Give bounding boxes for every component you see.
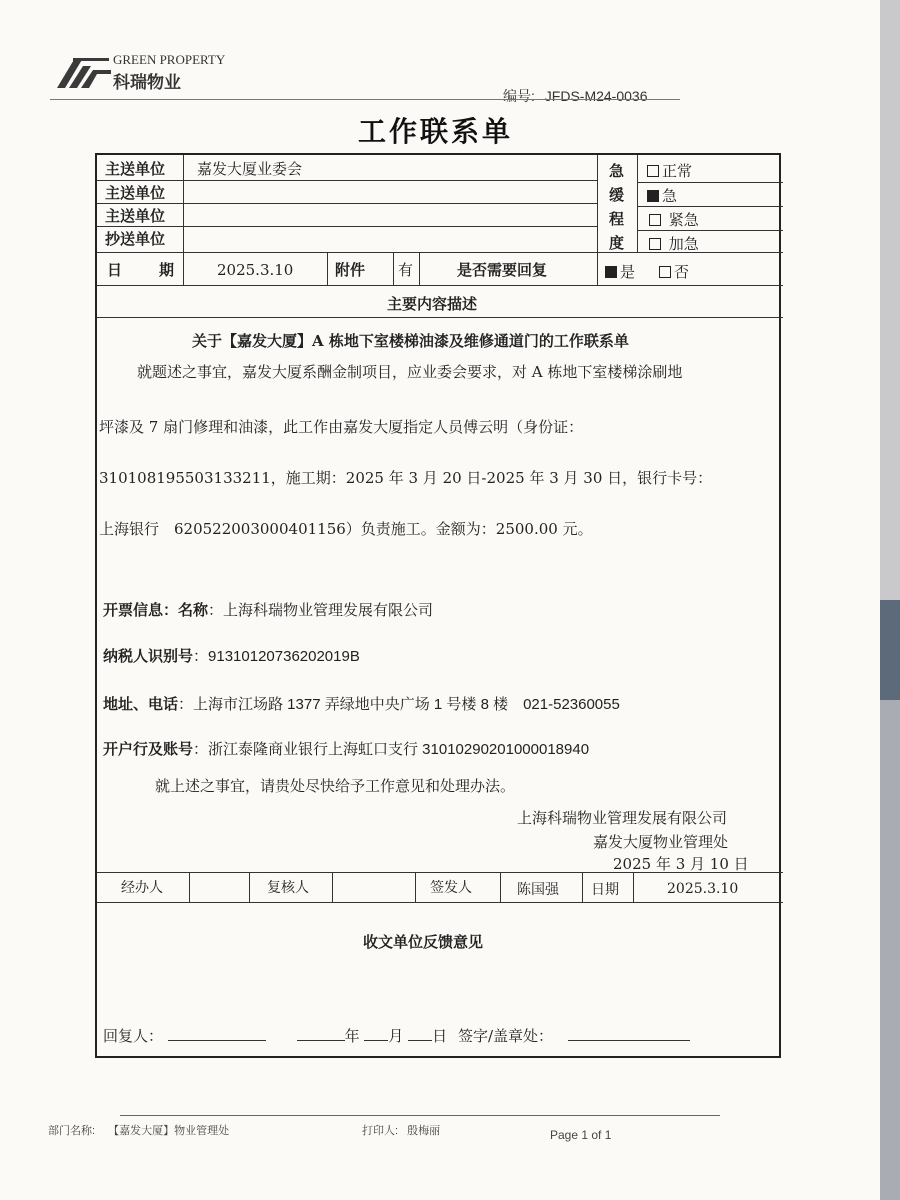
printer-value: 殷梅丽 bbox=[407, 1125, 441, 1137]
recipient-label: 抄送单位 bbox=[105, 230, 166, 248]
bank-line bbox=[103, 738, 589, 759]
day-field[interactable] bbox=[408, 1026, 432, 1041]
address-label: 地址、电话 bbox=[103, 696, 179, 713]
doc-no-label: 编号: bbox=[503, 88, 535, 104]
body-line: 上海银行 6205220030004011​56）负责施工。金额为：2500.00 元。 bbox=[99, 520, 593, 538]
checkbox-checked-icon bbox=[605, 266, 617, 278]
signature-date: 2025 年 3 月 10 日 bbox=[613, 855, 749, 873]
invoice-name: ：上海科瑞物业管理发展有限公司 bbox=[208, 602, 434, 619]
date-label-1: 日 bbox=[107, 261, 123, 279]
background-surface bbox=[880, 700, 900, 1200]
row-divider bbox=[97, 203, 597, 204]
page-title: 工作联系单 bbox=[358, 115, 514, 148]
bank-label: 开户行及账号 bbox=[103, 741, 194, 758]
reply-person-field[interactable] bbox=[168, 1026, 266, 1041]
dept-value: 【嘉发大厦】物业管理处 bbox=[108, 1125, 230, 1137]
col-divider bbox=[582, 872, 583, 902]
day-label: 日 bbox=[432, 1027, 448, 1045]
reply-needed-label: 是否需要回复 bbox=[457, 261, 548, 279]
footer-divider bbox=[120, 1115, 720, 1116]
col-divider bbox=[189, 872, 190, 902]
handler-label: 经办人 bbox=[121, 880, 163, 896]
address-line bbox=[103, 693, 620, 714]
urgency-label-char: 缓 bbox=[609, 186, 625, 204]
urgency-option-very-urgent[interactable]: 紧急 bbox=[649, 209, 699, 230]
background-edge bbox=[880, 0, 900, 1200]
month-field[interactable] bbox=[364, 1026, 388, 1041]
row-divider bbox=[97, 902, 783, 903]
col-divider bbox=[249, 872, 250, 902]
row-divider bbox=[637, 182, 783, 183]
signature-company: 上海科瑞物业管理发展有限公司 bbox=[517, 809, 728, 827]
issuer-label: 签发人 bbox=[430, 880, 472, 896]
col-divider bbox=[332, 872, 333, 902]
feedback-title: 收文单位反馈意见 bbox=[363, 933, 484, 951]
date-label-2: 期 bbox=[159, 261, 175, 279]
checkbox-icon bbox=[659, 266, 671, 278]
recipient-label: 主送单位 bbox=[105, 184, 166, 202]
reviewer-label: 复核人 bbox=[267, 880, 309, 896]
col-divider bbox=[393, 252, 394, 285]
printer-label: 打印人: bbox=[362, 1125, 399, 1137]
footer-printer bbox=[362, 1122, 440, 1138]
tax-id-label: 纳税人识别号 bbox=[103, 648, 194, 665]
checkbox-icon bbox=[647, 165, 659, 177]
document-number bbox=[503, 86, 647, 106]
body-line: 310108195503133211，施工期：2025 年 3 月 20 日-2025 年 3 月 30 日，银行卡号： bbox=[99, 469, 713, 487]
recipient-label: 主送单位 bbox=[105, 160, 166, 178]
section-title: 主要内容描述 bbox=[387, 295, 478, 313]
recipient-value: 嘉发大厦业委会 bbox=[197, 160, 303, 178]
col-divider bbox=[183, 155, 184, 285]
attachment-value: 有 bbox=[398, 261, 414, 279]
feedback-reply-row bbox=[103, 1025, 690, 1046]
subject-line: 关于【嘉发大厦】A 栋地下室楼梯油漆及维修通道门的工作联系单 bbox=[192, 332, 629, 350]
reply-no-option[interactable]: 否 bbox=[659, 261, 689, 282]
col-divider bbox=[633, 872, 634, 902]
col-divider bbox=[500, 872, 501, 902]
bank-value: ：浙江泰隆商业银行上海虹口支行 3101029020100001894​0 bbox=[193, 741, 590, 758]
issuer-value: 陈国强 bbox=[517, 882, 559, 898]
month-label: 月 bbox=[388, 1027, 404, 1045]
dept-label: 部门名称: bbox=[48, 1125, 96, 1137]
recipient-label: 主送单位 bbox=[105, 207, 166, 225]
approval-date-label: 日期 bbox=[591, 882, 619, 898]
urgency-label-char: 急 bbox=[609, 162, 625, 180]
reply-yes-option[interactable]: 是 bbox=[605, 261, 635, 282]
urgency-option-normal[interactable]: 正常 bbox=[647, 160, 692, 181]
logo-mark-icon bbox=[55, 52, 111, 90]
urgency-option-urgent[interactable]: 急 bbox=[647, 185, 677, 206]
date-value: 2025.3.10 bbox=[217, 261, 294, 279]
checkbox-icon bbox=[649, 214, 661, 226]
col-divider bbox=[597, 252, 598, 285]
col-divider bbox=[597, 155, 598, 252]
footer-department bbox=[48, 1122, 229, 1138]
tax-id-value: ：91310120736202019B bbox=[193, 648, 360, 665]
closing-line: 就上述之事宜，请贵处尽快给予工作意见和处理办法。 bbox=[155, 777, 516, 795]
row-divider bbox=[637, 230, 783, 231]
doc-no-value: JFDS-M24-0036 bbox=[544, 88, 648, 104]
reply-person-label: 回复人： bbox=[103, 1027, 164, 1045]
sign-field[interactable] bbox=[568, 1026, 690, 1041]
row-divider bbox=[637, 206, 783, 207]
logo-english: GREEN PROPERTY bbox=[113, 52, 226, 67]
checkbox-icon bbox=[649, 238, 661, 250]
row-divider bbox=[97, 226, 597, 227]
col-divider bbox=[327, 252, 328, 285]
body-line: 坪漆及 7 扇门修理和油漆，此工作由嘉发大厦指定人员傅云明（身份证： bbox=[99, 418, 584, 436]
urgency-label-char: 程 bbox=[609, 210, 625, 228]
urgency-option-rush[interactable]: 加急 bbox=[649, 233, 699, 254]
company-logo bbox=[55, 50, 235, 95]
attachment-label: 附件 bbox=[335, 261, 366, 279]
page-number: Page 1 of 1 bbox=[550, 1128, 612, 1142]
logo-chinese: 科瑞物业 bbox=[113, 73, 181, 93]
col-divider bbox=[419, 252, 420, 285]
header-divider bbox=[50, 99, 680, 100]
tax-id-line bbox=[103, 645, 360, 666]
address-value: ：上海市江场路 1377 弄绿地中央广场 1 号楼 8 楼 021-52360055 bbox=[178, 696, 620, 713]
body-line: 就题述之事宜，嘉发大厦系酬金制项目，应业委会要求，对 A 栋地下室楼梯涂刷地 bbox=[137, 363, 683, 381]
approval-date-value: 2025.3.10 bbox=[667, 881, 739, 897]
year-label: 年 bbox=[344, 1027, 360, 1045]
signature-department: 嘉发大厦物业管理处 bbox=[593, 833, 729, 851]
col-divider bbox=[415, 872, 416, 902]
col-divider bbox=[637, 155, 638, 252]
invoice-label: 开票信息：名称 bbox=[103, 602, 209, 619]
invoice-line bbox=[103, 599, 433, 620]
row-divider bbox=[97, 317, 783, 318]
sign-label: 签字/盖章处： bbox=[457, 1027, 554, 1045]
row-divider bbox=[97, 285, 783, 286]
year-field[interactable] bbox=[297, 1026, 345, 1041]
urgency-label-char: 度 bbox=[609, 234, 625, 252]
form-table bbox=[95, 153, 781, 1058]
checkbox-checked-icon bbox=[647, 190, 659, 202]
background-shadow bbox=[880, 600, 900, 700]
row-divider bbox=[97, 180, 597, 181]
